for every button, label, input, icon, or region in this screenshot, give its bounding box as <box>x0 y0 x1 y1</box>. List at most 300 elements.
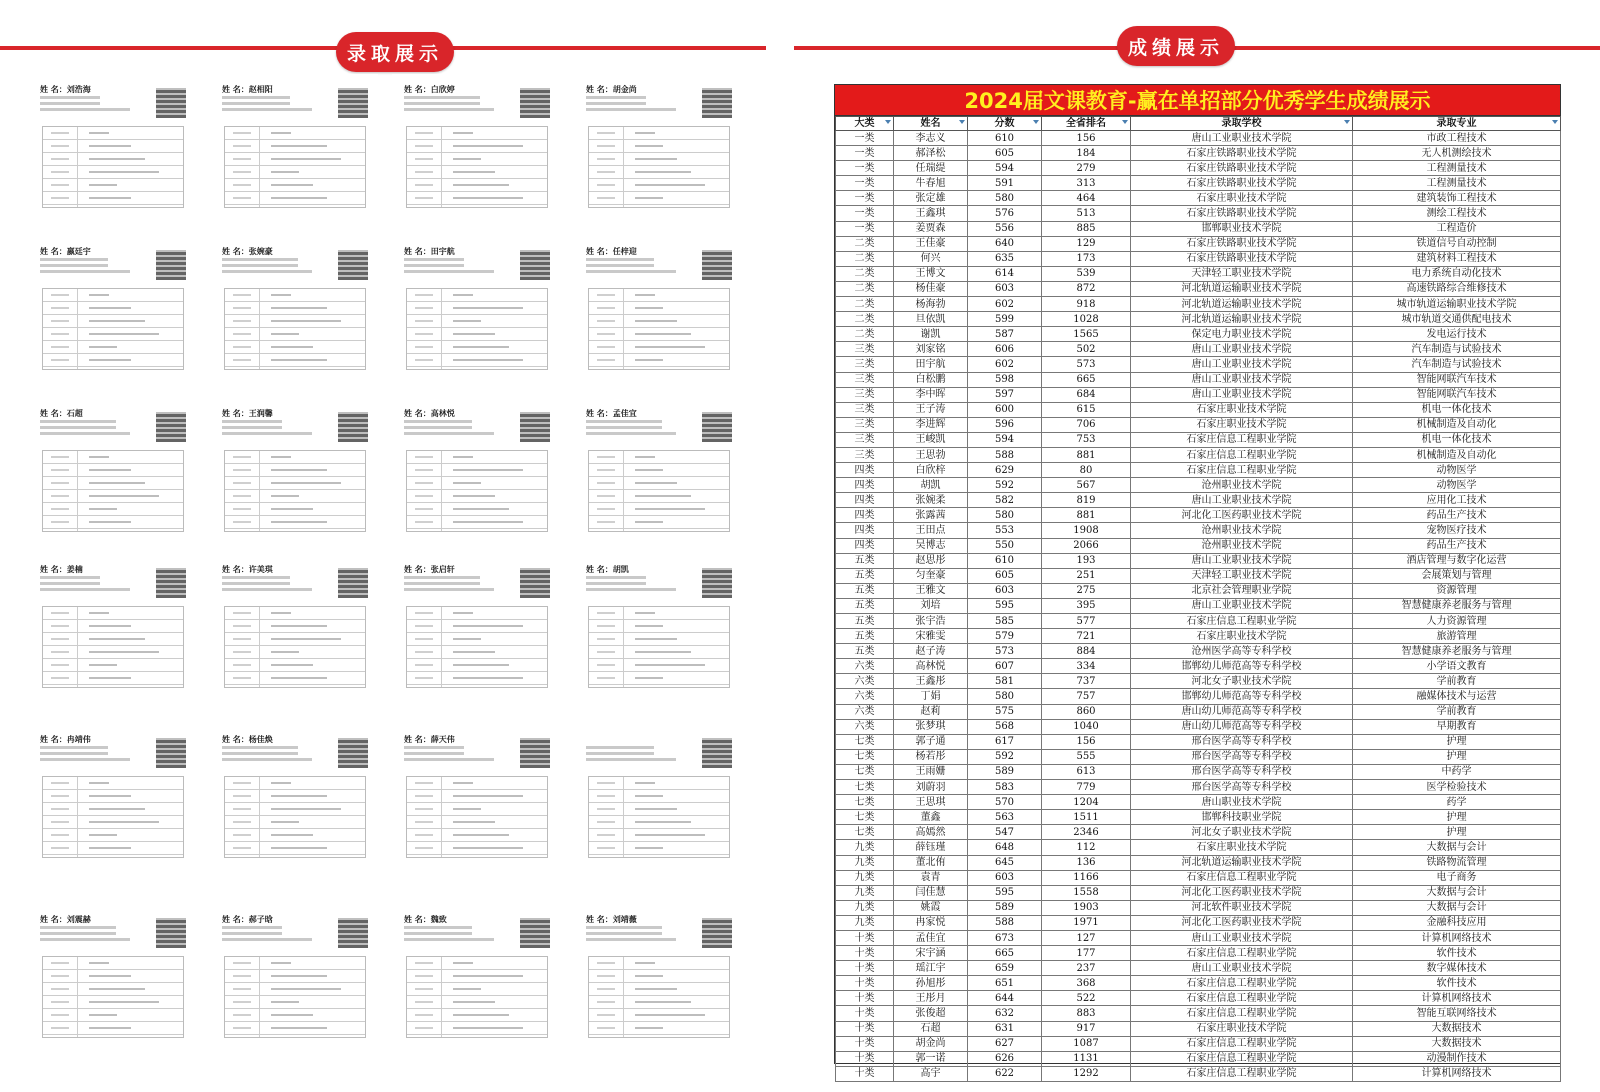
table-cell: 唐山幼儿师范高等专科学校 <box>1131 719 1353 734</box>
table-cell: 918 <box>1042 297 1131 312</box>
table-row <box>836 447 1561 462</box>
qr-code-icon <box>338 918 368 948</box>
table-row <box>836 810 1561 825</box>
column-header-label: 大类 <box>854 117 875 129</box>
table-cell: 城市轨道运输职业技术学院 <box>1353 297 1561 312</box>
table-cell: 563 <box>968 810 1042 825</box>
field-label <box>415 469 433 471</box>
table-cell: 薛钰瑾 <box>894 840 968 855</box>
filter-dropdown-icon[interactable] <box>1122 120 1128 124</box>
field-label <box>597 184 615 186</box>
table-cell: 603 <box>968 281 1042 296</box>
field-value <box>89 469 131 471</box>
qr-code-icon <box>702 250 732 280</box>
field-value <box>271 469 327 471</box>
redacted-info-line <box>404 420 472 423</box>
table-cell: 580 <box>968 191 1042 206</box>
field-value <box>453 638 481 640</box>
table-cell: 刘蔚羽 <box>894 780 968 795</box>
table-row <box>836 961 1561 976</box>
student-name: 姓 名：许美琪 <box>222 565 273 574</box>
table-cell: 129 <box>1042 236 1131 251</box>
table-cell: 556 <box>968 221 1042 236</box>
table-cell: 邯郸幼儿师范高等专科学校 <box>1131 689 1353 704</box>
table-cell: 城市轨道交通供配电技术 <box>1353 312 1561 327</box>
redacted-info-line <box>404 576 480 579</box>
field-value <box>271 664 313 666</box>
table-row <box>836 991 1561 1006</box>
field-value <box>453 821 495 823</box>
table-cell: 宋雅雯 <box>894 629 968 644</box>
redacted-info-line <box>404 264 464 267</box>
field-value <box>635 1027 663 1029</box>
table-cell: 高速铁路综合维修技术 <box>1353 281 1561 296</box>
field-value <box>271 197 327 199</box>
table-cell: 王佳豪 <box>894 236 968 251</box>
field-value <box>635 664 705 666</box>
filter-dropdown-icon[interactable] <box>1033 120 1039 124</box>
redacted-info-line <box>222 926 282 929</box>
table-cell: 665 <box>1042 372 1131 387</box>
table-cell: 数字媒体技术 <box>1353 961 1561 976</box>
table-cell: 651 <box>968 976 1042 991</box>
table-cell: 唐山工业职业技术学院 <box>1131 357 1353 372</box>
field-label <box>51 294 69 296</box>
field-value <box>271 821 299 823</box>
table-cell: 谢凯 <box>894 327 968 342</box>
field-value <box>453 1027 523 1029</box>
field-label <box>415 795 433 797</box>
field-label <box>233 1001 251 1003</box>
field-label <box>51 359 69 361</box>
table-cell: 王子涛 <box>894 402 968 417</box>
column-header[interactable] <box>1131 117 1353 131</box>
table-row <box>836 734 1561 749</box>
table-cell: 五类 <box>836 583 894 598</box>
admission-letter-card <box>574 554 742 702</box>
admission-info-table <box>406 956 548 1038</box>
field-value <box>635 294 655 296</box>
field-value <box>89 294 109 296</box>
field-label <box>415 184 433 186</box>
column-header[interactable] <box>894 117 968 131</box>
table-cell: 1558 <box>1042 885 1131 900</box>
field-label <box>51 834 69 836</box>
field-label <box>597 847 615 849</box>
table-cell: 二类 <box>836 251 894 266</box>
table-cell: 七类 <box>836 749 894 764</box>
field-value <box>89 145 131 147</box>
redacted-info-line <box>404 752 464 755</box>
student-name: 姓 名：姜楠 <box>40 565 83 574</box>
table-cell: 石家庄信息工程职业学院 <box>1131 447 1353 462</box>
field-label <box>415 847 433 849</box>
table-cell: 唐山工业职业技术学院 <box>1131 961 1353 976</box>
field-value <box>453 651 495 653</box>
field-value <box>271 521 327 523</box>
field-label <box>597 508 615 510</box>
field-label <box>233 1027 251 1029</box>
table-cell: 机械制造及自动化 <box>1353 447 1561 462</box>
field-label <box>597 359 615 361</box>
redacted-info-line <box>404 426 472 429</box>
field-value <box>89 988 145 990</box>
table-cell: 819 <box>1042 493 1131 508</box>
filter-dropdown-icon[interactable] <box>1344 120 1350 124</box>
table-cell: 673 <box>968 930 1042 945</box>
redacted-info-line <box>40 938 130 941</box>
table-cell: 737 <box>1042 674 1131 689</box>
table-cell: 人力资源管理 <box>1353 614 1561 629</box>
table-cell: 白松鹏 <box>894 372 968 387</box>
field-value <box>89 834 117 836</box>
qr-code-icon <box>520 88 550 118</box>
student-name: 姓 名：赵相阳 <box>222 85 273 94</box>
table-cell: 唐山工业职业技术学院 <box>1131 131 1353 146</box>
table-cell: 智能网联汽车技术 <box>1353 387 1561 402</box>
table-cell: 邢台医学高等专科学校 <box>1131 734 1353 749</box>
table-cell: 石家庄信息工程职业学院 <box>1131 463 1353 478</box>
table-cell: 石家庄职业技术学院 <box>1131 1021 1353 1036</box>
field-value <box>453 508 509 510</box>
field-value <box>453 359 523 361</box>
qr-code-icon <box>338 412 368 442</box>
field-label <box>415 171 433 173</box>
admission-letter-card <box>392 236 560 384</box>
table-cell: 一类 <box>836 206 894 221</box>
field-label <box>415 962 433 964</box>
table-cell: 大数据技术 <box>1353 1036 1561 1051</box>
table-cell: 599 <box>968 312 1042 327</box>
table-cell: 动物医学 <box>1353 463 1561 478</box>
filter-dropdown-icon[interactable] <box>885 120 891 124</box>
table-row <box>836 221 1561 236</box>
field-value <box>635 184 705 186</box>
table-cell: 邯郸职业技术学院 <box>1131 221 1353 236</box>
table-cell: 1131 <box>1042 1051 1131 1066</box>
field-label <box>415 294 433 296</box>
field-label <box>415 821 433 823</box>
column-header[interactable] <box>968 117 1042 131</box>
column-header[interactable] <box>1042 117 1131 131</box>
table-cell: 881 <box>1042 447 1131 462</box>
table-cell: 626 <box>968 1051 1042 1066</box>
redacted-info-line <box>586 102 646 105</box>
table-cell: 627 <box>968 1036 1042 1051</box>
table-cell: 计算机网络技术 <box>1353 1066 1561 1081</box>
column-header-label: 分数 <box>994 117 1015 129</box>
table-cell: 635 <box>968 251 1042 266</box>
table-row <box>836 131 1561 146</box>
field-label <box>51 469 69 471</box>
field-label <box>597 651 615 653</box>
table-cell: 884 <box>1042 644 1131 659</box>
table-cell: 1166 <box>1042 870 1131 885</box>
redacted-info-line <box>222 576 290 579</box>
table-cell: 闫佳慧 <box>894 885 968 900</box>
field-label <box>597 456 615 458</box>
table-cell: 张婉柔 <box>894 493 968 508</box>
table-cell: 石家庄铁路职业技术学院 <box>1131 251 1353 266</box>
table-cell: 唐山幼儿师范高等专科学校 <box>1131 704 1353 719</box>
table-cell: 学前教育 <box>1353 704 1561 719</box>
field-label <box>415 482 433 484</box>
table-cell: 袁青 <box>894 870 968 885</box>
field-label <box>597 975 615 977</box>
table-cell: 唐山工业职业技术学院 <box>1131 930 1353 945</box>
table-cell: 智能网联汽车技术 <box>1353 372 1561 387</box>
redacted-info-line <box>586 588 676 591</box>
table-cell: 唐山工业职业技术学院 <box>1131 342 1353 357</box>
table-cell: 一类 <box>836 221 894 236</box>
table-row <box>836 614 1561 629</box>
table-cell: 护理 <box>1353 749 1561 764</box>
field-label <box>233 612 251 614</box>
table-row <box>836 855 1561 870</box>
field-value <box>635 469 663 471</box>
student-name: 姓 名：孟佳宜 <box>586 409 637 418</box>
field-value <box>635 158 677 160</box>
field-label <box>233 638 251 640</box>
admission-info-table <box>224 450 366 532</box>
admission-info-table <box>42 606 184 688</box>
redacted-info-line <box>404 758 494 761</box>
field-label <box>415 307 433 309</box>
redacted-info-line <box>222 752 298 755</box>
field-value <box>89 1014 117 1016</box>
field-label <box>597 469 615 471</box>
field-label <box>233 495 251 497</box>
table-cell: 孟佳宜 <box>894 930 968 945</box>
field-label <box>597 320 615 322</box>
field-value <box>635 521 663 523</box>
qr-code-icon <box>338 738 368 768</box>
qr-code-icon <box>520 738 550 768</box>
table-cell: 十类 <box>836 946 894 961</box>
table-row <box>836 417 1561 432</box>
field-label <box>233 171 251 173</box>
student-name: 姓 名：高林悦 <box>404 409 455 418</box>
field-value <box>635 625 663 627</box>
table-cell: 七类 <box>836 734 894 749</box>
field-value <box>89 975 131 977</box>
field-label <box>233 197 251 199</box>
table-cell: 测绘工程技术 <box>1353 206 1561 221</box>
student-name: 姓 名：刘震赫 <box>40 915 91 924</box>
field-value <box>453 145 523 147</box>
field-value <box>89 456 109 458</box>
student-name: 姓 名：薛天伟 <box>404 735 455 744</box>
table-row <box>836 372 1561 387</box>
table-cell: 田宇航 <box>894 357 968 372</box>
table-cell: 三类 <box>836 387 894 402</box>
table-cell: 598 <box>968 372 1042 387</box>
table-cell: 铁路物流管理 <box>1353 855 1561 870</box>
field-value <box>453 456 473 458</box>
qr-code-icon <box>156 738 186 768</box>
field-label <box>415 132 433 134</box>
table-row <box>836 674 1561 689</box>
field-label <box>51 988 69 990</box>
field-label <box>51 132 69 134</box>
table-cell: 王思琪 <box>894 795 968 810</box>
table-cell: 石家庄铁路职业技术学院 <box>1131 161 1353 176</box>
column-header-label: 录取专业 <box>1436 117 1477 129</box>
redacted-info-line <box>222 746 298 749</box>
filter-dropdown-icon[interactable] <box>1552 120 1558 124</box>
column-header[interactable] <box>836 117 894 131</box>
redacted-info-line <box>40 270 130 273</box>
table-cell: 张俊超 <box>894 1006 968 1021</box>
table-row <box>836 493 1561 508</box>
table-cell: 酒店管理与数字化运营 <box>1353 553 1561 568</box>
table-cell: 三类 <box>836 447 894 462</box>
table-cell: 工程测量技术 <box>1353 161 1561 176</box>
admission-letter-card <box>210 398 378 546</box>
field-label <box>597 145 615 147</box>
table-cell: 旦依凯 <box>894 312 968 327</box>
field-value <box>453 795 523 797</box>
field-label <box>233 625 251 627</box>
table-cell: 395 <box>1042 598 1131 613</box>
table-cell: 872 <box>1042 281 1131 296</box>
table-cell: 河北轨道运输职业技术学院 <box>1131 312 1353 327</box>
redacted-info-line <box>404 746 464 749</box>
field-value <box>89 346 117 348</box>
field-label <box>51 664 69 666</box>
table-cell: 石超 <box>894 1021 968 1036</box>
table-cell: 河北轨道运输职业技术学院 <box>1131 297 1353 312</box>
table-cell: 602 <box>968 357 1042 372</box>
table-cell: 七类 <box>836 810 894 825</box>
field-value <box>635 651 691 653</box>
table-row <box>836 327 1561 342</box>
admission-info-table <box>406 776 548 858</box>
table-cell: 602 <box>968 297 1042 312</box>
field-label <box>51 184 69 186</box>
field-label <box>597 988 615 990</box>
field-label <box>51 145 69 147</box>
table-cell: 881 <box>1042 508 1131 523</box>
field-value <box>89 664 117 666</box>
table-cell: 沧州职业技术学院 <box>1131 478 1353 493</box>
redacted-info-line <box>586 96 646 99</box>
table-cell: 617 <box>968 734 1042 749</box>
table-cell: 七类 <box>836 780 894 795</box>
field-label <box>415 988 433 990</box>
table-cell: 软件技术 <box>1353 976 1561 991</box>
redacted-info-line <box>222 102 290 105</box>
table-cell: 沧州医学高等专科学校 <box>1131 644 1353 659</box>
redacted-info-line <box>586 752 654 755</box>
table-cell: 603 <box>968 870 1042 885</box>
table-cell: 宋宇涵 <box>894 946 968 961</box>
table-cell: 885 <box>1042 221 1131 236</box>
field-value <box>453 677 523 679</box>
redacted-info-line <box>404 258 464 261</box>
table-cell: 石家庄信息工程职业学院 <box>1131 976 1353 991</box>
field-label <box>415 612 433 614</box>
table-row <box>836 251 1561 266</box>
field-value <box>271 651 299 653</box>
admission-letter-grid <box>20 74 764 1074</box>
field-value <box>453 1001 495 1003</box>
table-row <box>836 749 1561 764</box>
table-cell: 冉家悦 <box>894 915 968 930</box>
field-label <box>415 320 433 322</box>
table-row <box>836 281 1561 296</box>
filter-dropdown-icon[interactable] <box>959 120 965 124</box>
table-cell: 一类 <box>836 161 894 176</box>
table-cell: 605 <box>968 146 1042 161</box>
redacted-info-line <box>404 938 494 941</box>
table-cell: 659 <box>968 961 1042 976</box>
table-cell: 六类 <box>836 689 894 704</box>
table-cell: 石家庄铁路职业技术学院 <box>1131 206 1353 221</box>
table-cell: 五类 <box>836 553 894 568</box>
field-label <box>233 184 251 186</box>
admission-info-table <box>588 956 730 1038</box>
table-cell: 丁娟 <box>894 689 968 704</box>
field-value <box>271 346 313 348</box>
field-label <box>597 962 615 964</box>
admission-info-table <box>406 606 548 688</box>
field-value <box>271 1027 327 1029</box>
field-label <box>51 158 69 160</box>
field-label <box>233 664 251 666</box>
table-cell: 计算机网络技术 <box>1353 991 1561 1006</box>
field-value <box>271 782 291 784</box>
table-cell: 医学检验技术 <box>1353 780 1561 795</box>
student-name: 姓 名：张启轩 <box>404 565 455 574</box>
table-cell: 王田点 <box>894 523 968 538</box>
field-label <box>51 197 69 199</box>
table-cell: 机械制造及自动化 <box>1353 417 1561 432</box>
admission-info-table <box>406 450 548 532</box>
redacted-info-line <box>586 420 662 423</box>
table-cell: 李中晖 <box>894 387 968 402</box>
field-value <box>635 975 663 977</box>
qr-code-icon <box>520 250 550 280</box>
field-value <box>89 132 109 134</box>
field-value <box>89 625 131 627</box>
table-cell: 邯郸科技职业学院 <box>1131 810 1353 825</box>
table-row <box>836 342 1561 357</box>
table-cell: 547 <box>968 825 1042 840</box>
qr-code-icon <box>338 568 368 598</box>
table-row <box>836 1006 1561 1021</box>
table-cell: 动漫制作技术 <box>1353 1051 1561 1066</box>
redacted-info-line <box>404 108 494 111</box>
qr-code-icon <box>156 88 186 118</box>
student-name: 姓 名：冉靖伟 <box>40 735 91 744</box>
field-value <box>271 795 327 797</box>
field-label <box>415 197 433 199</box>
field-label <box>415 625 433 627</box>
table-cell: 北京社会管理职业学院 <box>1131 583 1353 598</box>
table-cell: 智慧健康养老服务与管理 <box>1353 598 1561 613</box>
field-label <box>597 333 615 335</box>
column-header[interactable] <box>1353 117 1561 131</box>
field-value <box>271 988 341 990</box>
field-label <box>597 171 615 173</box>
admission-info-table <box>588 776 730 858</box>
table-cell: 瑶江宇 <box>894 961 968 976</box>
field-label <box>415 521 433 523</box>
qr-code-icon <box>702 88 732 118</box>
redacted-info-line <box>222 582 290 585</box>
table-cell: 河北女子职业技术学院 <box>1131 825 1353 840</box>
